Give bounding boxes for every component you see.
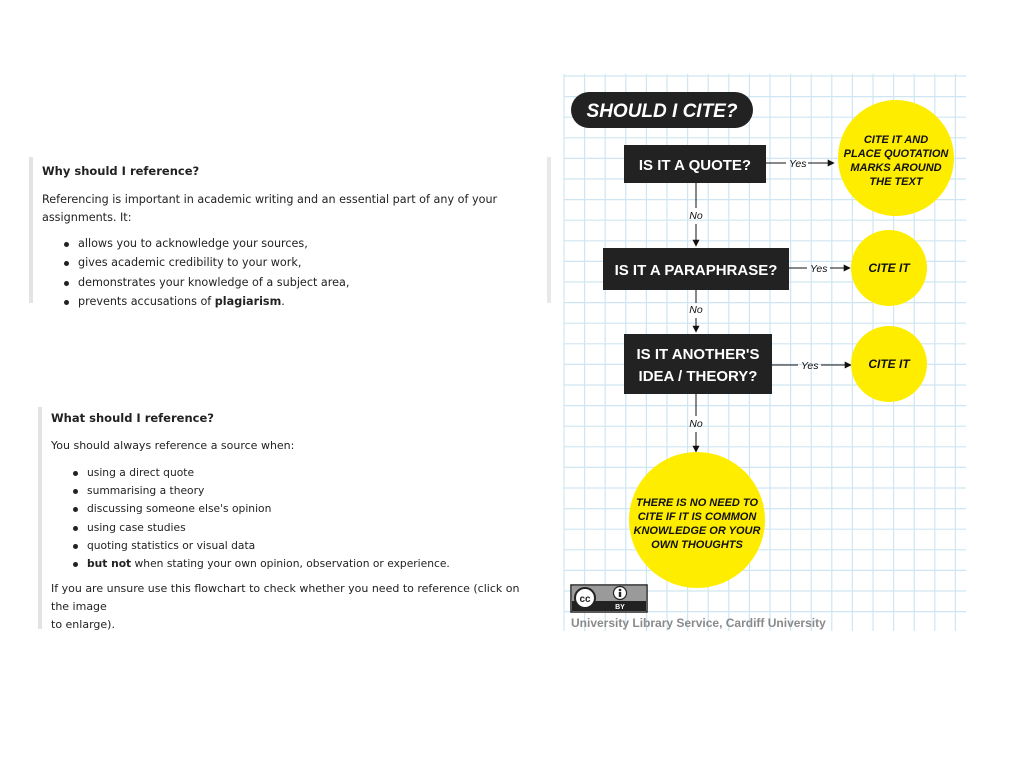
- no-label-3: No: [689, 418, 703, 430]
- answer-no-need-line1: THERE IS NO NEED TO: [635, 497, 759, 509]
- list-item: demonstrates your knowledge of a subject area,: [64, 273, 547, 292]
- list-item: using a direct quote: [73, 464, 538, 482]
- what-reference-panel: [38, 407, 538, 632]
- why-reference-intro: Referencing is important in academic writing and an essential part of any of your assignments. It:: [42, 193, 498, 224]
- but-not-term: but not: [87, 557, 132, 571]
- credit-line: University Library Service, Cardiff University: [571, 616, 826, 630]
- answer-quote-line1: CITE IT AND: [863, 134, 929, 146]
- creative-commons-icon: [575, 588, 595, 608]
- list-item-suffix: .: [281, 294, 285, 308]
- list-item: using case studies: [73, 519, 538, 537]
- list-item: quoting statistics or visual data: [73, 537, 538, 555]
- answer-quote-line3: MARKS AROUND: [850, 162, 942, 174]
- what-reference-heading: What should I reference?: [51, 411, 214, 425]
- list-item: [64, 292, 547, 311]
- list-item-text: when stating your own opinion, observation or experience.: [131, 557, 450, 571]
- attribution-icon: [614, 587, 627, 600]
- question-box-idea: [624, 334, 772, 394]
- list-item: gives academic credibility to your work,: [64, 253, 547, 272]
- answer-no-need-line3: KNOWLEDGE OR YOUR: [633, 525, 761, 537]
- answer-idea-text: CITE IT: [868, 357, 910, 371]
- question-idea-line2: IDEA / THEORY?: [638, 368, 758, 385]
- list-item: [73, 555, 538, 573]
- list-item: discussing someone else's opinion: [73, 500, 538, 518]
- answer-quote-line2: PLACE QUOTATION: [843, 148, 949, 160]
- question-quote-text: IS IT A QUOTE?: [638, 157, 752, 174]
- license-badge-label: BY: [615, 604, 625, 611]
- no-label-1: No: [689, 210, 703, 222]
- no-label-2: No: [689, 304, 703, 316]
- answer-quote-line4: THE TEXT: [869, 176, 923, 188]
- flowchart-canvas: [558, 74, 970, 639]
- list-item-text: prevents accusations of: [78, 294, 215, 308]
- question-idea-line1: IS IT ANOTHER'S: [636, 346, 760, 363]
- should-i-cite-flowchart[interactable]: [558, 74, 970, 639]
- question-paraphrase-text: IS IT A PARAPHRASE?: [614, 262, 778, 279]
- why-reference-panel: [29, 157, 551, 308]
- svg-text:cc: cc: [579, 594, 591, 605]
- what-reference-intro: You should always reference a source when:: [51, 439, 295, 452]
- flowchart-hint-line2: to enlarge).: [51, 618, 115, 632]
- yes-label-2: Yes: [810, 263, 828, 275]
- flowchart-hint-line1: If you are unsure use this flowchart to check whether you need to reference (click on the image: [51, 582, 520, 614]
- list-item: summarising a theory: [73, 482, 538, 500]
- flowchart-title: SHOULD I CITE?: [586, 101, 738, 122]
- why-reference-list: [64, 234, 547, 311]
- yes-label-3: Yes: [801, 360, 819, 372]
- why-reference-heading: Why should I reference?: [42, 164, 200, 178]
- plagiarism-term: plagiarism: [214, 294, 282, 308]
- cc-by-license-badge[interactable]: [571, 585, 647, 612]
- answer-paraphrase-text: CITE IT: [868, 261, 910, 275]
- yes-label-1: Yes: [789, 158, 807, 170]
- answer-no-need-line2: CITE IF IT IS COMMON: [637, 511, 757, 523]
- answer-no-need-line4: OWN THOUGHTS: [651, 539, 743, 551]
- what-reference-list: [73, 464, 538, 573]
- list-item: allows you to acknowledge your sources,: [64, 234, 547, 253]
